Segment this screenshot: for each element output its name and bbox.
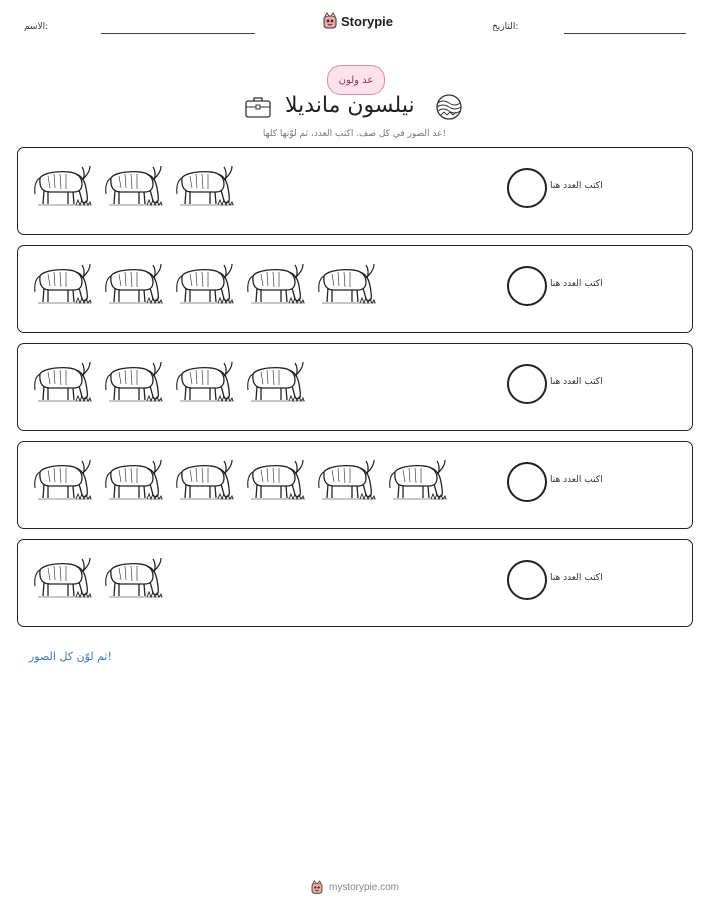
write-number-label: اكتب العدد هنا	[550, 377, 603, 387]
ox-icon[interactable]	[172, 358, 237, 406]
ox-icon[interactable]	[30, 456, 95, 504]
brand-name: Storypie	[341, 13, 394, 29]
ox-icon[interactable]	[101, 358, 166, 406]
animal-group	[30, 162, 237, 210]
counting-row	[17, 539, 693, 627]
ox-icon[interactable]	[30, 358, 95, 406]
ox-icon[interactable]	[101, 456, 166, 504]
ox-icon[interactable]	[30, 162, 95, 210]
footer	[0, 880, 709, 895]
page-title: نيلسون مانديلا	[285, 93, 415, 118]
ox-icon[interactable]	[243, 358, 308, 406]
instructions: عد الصور في كل صف. اكتب العدد، ثم لوّنها كلها!	[262, 129, 447, 139]
answer-circle[interactable]	[507, 462, 547, 502]
write-number-label: اكتب العدد هنا	[550, 573, 603, 583]
counting-row	[17, 343, 693, 431]
counting-row	[17, 441, 693, 529]
globe-icon	[435, 93, 463, 121]
write-number-label: اكتب العدد هنا	[550, 475, 603, 485]
counting-row	[17, 147, 693, 235]
answer-circle[interactable]	[507, 364, 547, 404]
ox-icon[interactable]	[385, 456, 450, 504]
answer-circle[interactable]	[507, 266, 547, 306]
date-label: التاريخ:	[492, 22, 519, 32]
storypie-logo-icon	[322, 12, 338, 30]
ox-icon[interactable]	[101, 554, 166, 602]
ox-icon[interactable]	[243, 456, 308, 504]
storypie-logo-icon	[310, 880, 324, 895]
ox-icon[interactable]	[314, 456, 379, 504]
ox-icon[interactable]	[30, 554, 95, 602]
write-number-label: اكتب العدد هنا	[550, 181, 603, 191]
animal-group	[30, 260, 379, 308]
activity-badge: عد ولون	[327, 65, 385, 95]
name-field[interactable]	[101, 33, 255, 34]
animal-group	[30, 358, 308, 406]
ox-icon[interactable]	[172, 162, 237, 210]
title-row	[0, 93, 709, 123]
worksheet-header	[0, 0, 709, 50]
ox-icon[interactable]	[101, 162, 166, 210]
date-field[interactable]	[564, 33, 686, 34]
name-label: الاسم:	[24, 22, 49, 32]
ox-icon[interactable]	[314, 260, 379, 308]
briefcase-icon	[244, 94, 272, 120]
counting-rows	[17, 147, 693, 637]
write-number-label: اكتب العدد هنا	[550, 279, 603, 289]
ox-icon[interactable]	[243, 260, 308, 308]
ox-icon[interactable]	[172, 260, 237, 308]
footer-url[interactable]: mystorypie.com	[328, 882, 399, 893]
counting-row	[17, 245, 693, 333]
answer-circle[interactable]	[507, 168, 547, 208]
ox-icon[interactable]	[101, 260, 166, 308]
animal-group	[30, 554, 166, 602]
answer-circle[interactable]	[507, 560, 547, 600]
animal-group	[30, 456, 450, 504]
color-instruction: ثم لوّن كل الصور!	[29, 650, 112, 663]
ox-icon[interactable]	[30, 260, 95, 308]
brand	[322, 12, 393, 30]
ox-icon[interactable]	[172, 456, 237, 504]
